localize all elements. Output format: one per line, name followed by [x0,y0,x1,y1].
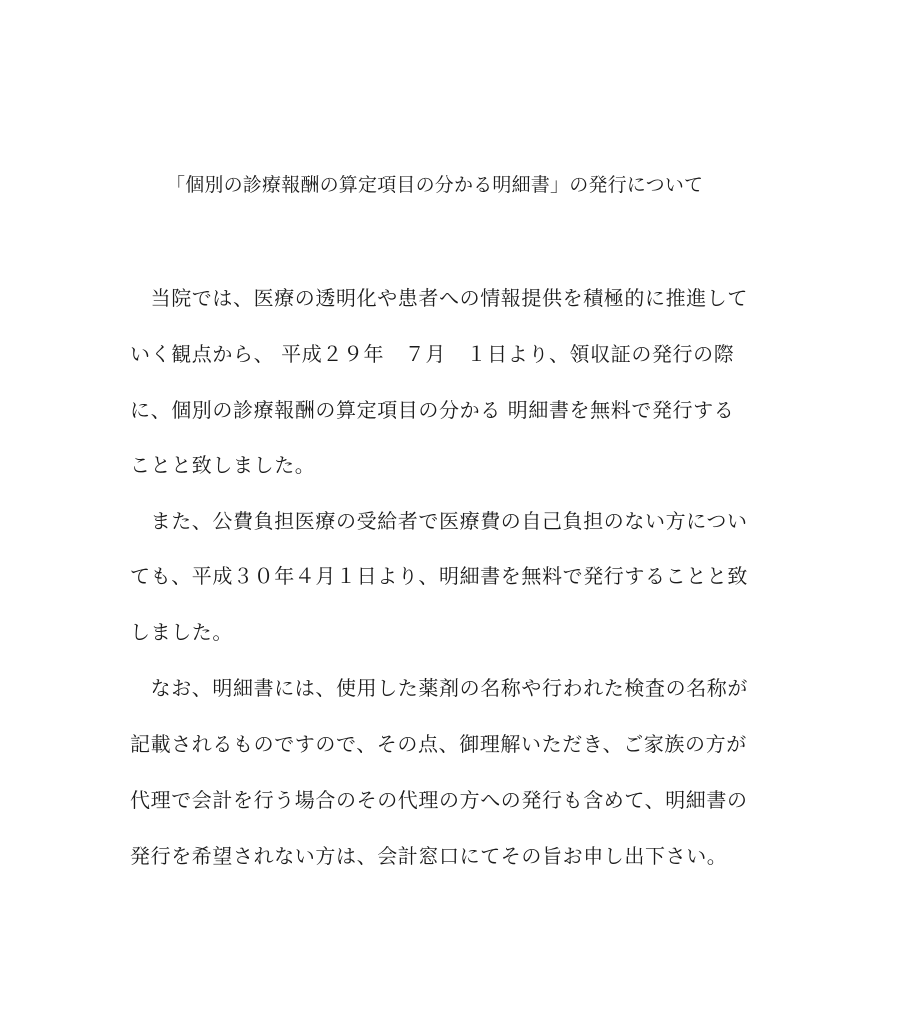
paragraph-1-line-2: いく観点から、 平成２９年 ７月 １日より、領収証の発行の際 [130,342,735,366]
paragraph-1-line-4: ことと致しました。 [130,453,316,477]
document-title: 「個別の診療報酬の算定項目の分かる明細書」の発行について [166,174,704,196]
paragraph-2-line-3: しました。 [130,620,233,644]
paragraph-1-line-1: 当院では、医療の透明化や患者への情報提供を積極的に推進して [130,286,748,310]
paragraph-2-line-2: ても、平成３０年４月１日より、明細書を無料で発行することと致 [130,564,748,588]
paragraph-3-line-1: なお、明細書には、使用した薬剤の名称や行われた検査の名称が [130,676,748,700]
paragraph-2-line-1: また、公費負担医療の受給者で医療費の自己負担のない方につい [130,509,748,533]
paragraph-1-line-3: に、個別の診療報酬の算定項目の分かる 明細書を無料で発行する [130,398,735,422]
paragraph-3-line-3: 代理で会計を行う場合のその代理の方への発行も含めて、明細書の [130,788,748,812]
paragraph-3-line-2: 記載されるものですので、その点、御理解いただき、ご家族の方が [130,732,747,756]
paragraph-3-line-4: 発行を希望されない方は、会計窓口にてその旨お申し出下さい。 [130,844,728,868]
